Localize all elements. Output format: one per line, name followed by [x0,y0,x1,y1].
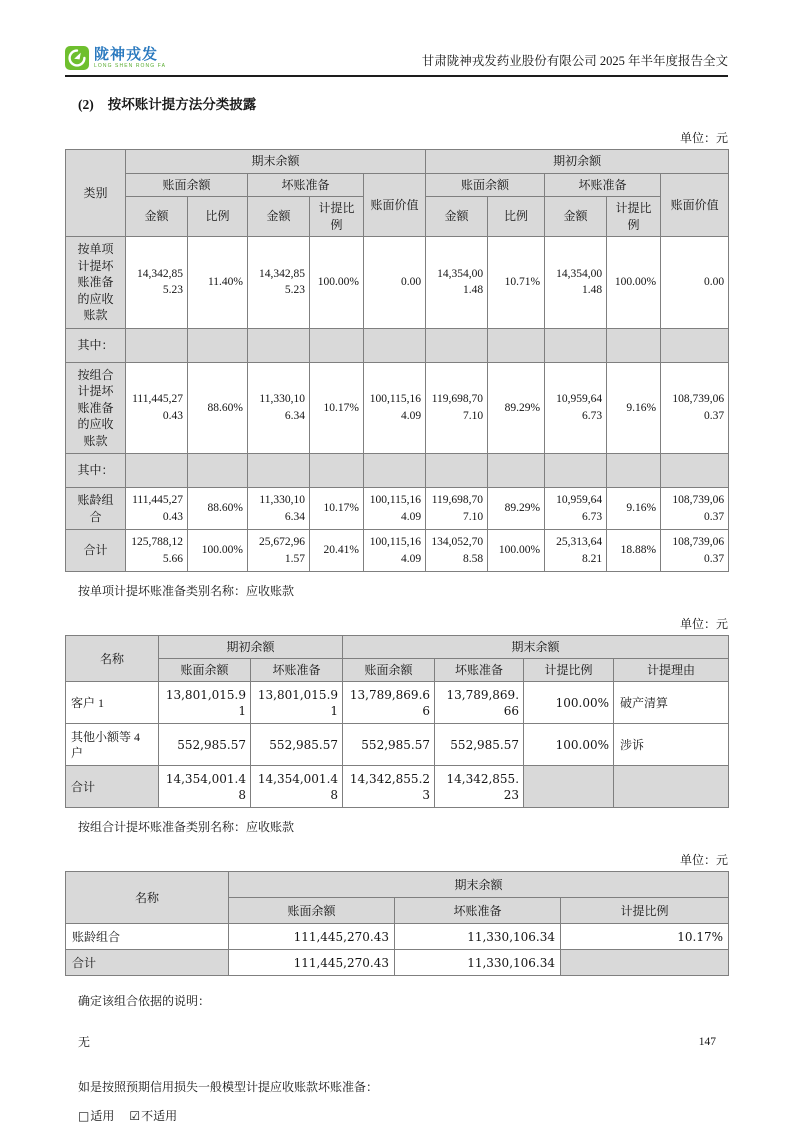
column-header: 名称 [66,636,159,682]
cell: 552,985.57 [159,724,251,766]
row-label: 账龄组合 [66,924,229,950]
cell [488,454,545,488]
cell: 涉诉 [614,724,729,766]
cell [364,328,426,362]
cell: 119,698,707.10 [426,488,488,530]
combo-basis-label: 确定该组合依据的说明： [78,994,211,1008]
column-header: 期末余额 [229,872,729,898]
logo-name-cn: 陇神戎发 [94,46,159,63]
column-header: 坏账准备 [248,173,364,197]
column-header: 坏账准备 [545,173,661,197]
cell [607,328,661,362]
cell: 552,985.57 [251,724,343,766]
cell: 111,445,270.43 [126,362,188,454]
company-logo [65,46,166,70]
column-header: 计提比例 [607,197,661,237]
single-provision-detail-table [65,635,729,808]
column-header: 期初余额 [159,636,343,659]
option-applicable [78,1109,114,1122]
row-label: 按单项计提坏账准备的应收账款 [66,237,126,329]
column-header: 账面价值 [364,173,426,237]
cell: 9.16% [607,362,661,454]
cell [126,328,188,362]
cell [607,454,661,488]
cell: 100,115,164.09 [364,530,426,572]
cell: 11.40% [188,237,248,329]
cell: 100.00% [488,530,545,572]
unit-label: 单位：元 [679,131,728,145]
cell: 552,985.57 [435,724,524,766]
column-header: 账面余额 [159,659,251,682]
cell: 20.41% [310,530,364,572]
cell: 14,342,855.23 [435,766,524,808]
cell [661,454,729,488]
option-not-applicable [129,1109,177,1122]
cell: 100.00% [524,724,614,766]
table-row [66,924,729,950]
cell [488,328,545,362]
unit-label: 单位：元 [679,853,728,867]
cell: 10.17% [310,362,364,454]
column-header: 金额 [126,197,188,237]
cell: 13,789,869.66 [435,682,524,724]
column-header: 计提比例 [524,659,614,682]
page-header [65,46,728,77]
section-number: (2) [78,97,94,112]
cell: 11,330,106.34 [248,488,310,530]
cell: 0.00 [364,237,426,329]
row-label: 其中： [66,454,126,488]
cell: 100,115,164.09 [364,488,426,530]
column-header: 计提理由 [614,659,729,682]
cell: 14,354,001.48 [251,766,343,808]
cell: 108,739,060.37 [661,530,729,572]
table-row [66,328,729,362]
cell [188,454,248,488]
cell [248,328,310,362]
cell [524,766,614,808]
column-header: 账面余额 [343,659,435,682]
column-header: 坏账准备 [251,659,343,682]
row-label: 客户 1 [66,682,159,724]
cell [545,328,607,362]
column-header: 金额 [426,197,488,237]
combo-basis-value: 无 [78,1035,91,1049]
bad-debt-by-method-table [65,149,729,572]
cell: 13,789,869.66 [343,682,435,724]
cell: 14,354,001.48 [545,237,607,329]
column-header: 账面余额 [229,898,395,924]
cell: 0.00 [661,237,729,329]
cell: 13,801,015.91 [251,682,343,724]
cell [310,454,364,488]
logo-name-en: LONG SHEN RONG FA [94,63,167,69]
cell: 100.00% [188,530,248,572]
cell: 108,739,060.37 [661,488,729,530]
row-label: 合计 [66,530,126,572]
table-header-row [66,659,729,682]
cell: 100.00% [524,682,614,724]
table-row [66,724,729,766]
column-header: 坏账准备 [435,659,524,682]
cell: 10.17% [310,488,364,530]
ecl-model-line: 如是按照预期信用损失一般模型计提应收账款坏账准备： [78,1080,379,1094]
cell: 10,959,646.73 [545,362,607,454]
row-label: 其中： [66,328,126,362]
row-label: 账龄组合 [66,488,126,530]
cell: 11,330,106.34 [395,924,561,950]
column-header: 计提比例 [310,197,364,237]
checkbox-unchecked-icon: □ [78,1109,90,1122]
cell: 13,801,015.91 [159,682,251,724]
table-row [66,237,729,329]
column-header: 金额 [545,197,607,237]
row-label: 其他小额等 4 户 [66,724,159,766]
column-header: 账面余额 [126,173,248,197]
column-header: 金额 [248,197,310,237]
column-header: 名称 [66,872,229,924]
note-combo-provision: 按组合计提坏账准备类别名称：应收账款 [78,820,295,834]
column-header: 账面余额 [426,173,545,197]
table-total-row [66,530,729,572]
table-header-row [66,150,729,174]
cell: 111,445,270.43 [229,924,395,950]
cell [248,454,310,488]
column-header: 比例 [488,197,545,237]
column-header: 计提比例 [561,898,729,924]
cell: 89.29% [488,362,545,454]
checkbox-checked-icon: ☑ [129,1109,141,1122]
cell: 18.88% [607,530,661,572]
cell: 9.16% [607,488,661,530]
column-header: 期末余额 [126,150,426,174]
cell: 125,788,125.66 [126,530,188,572]
cell: 88.60% [188,362,248,454]
cell: 100.00% [607,237,661,329]
cell: 89.29% [488,488,545,530]
cell [188,328,248,362]
combo-provision-detail-table [65,871,729,976]
cell: 14,354,001.48 [159,766,251,808]
column-header: 期末余额 [343,636,729,659]
cell: 119,698,707.10 [426,362,488,454]
cell: 25,672,961.57 [248,530,310,572]
cell [364,454,426,488]
table-header-row [66,173,729,197]
applicability-options [78,1107,728,1122]
row-label: 合计 [66,950,229,976]
row-label: 合计 [66,766,159,808]
cell [426,328,488,362]
cell: 14,342,855.23 [343,766,435,808]
cell: 108,739,060.37 [661,362,729,454]
cell: 11,330,106.34 [248,362,310,454]
cell: 10.71% [488,237,545,329]
option-not-applicable-label: 不适用 [141,1109,178,1122]
section-title: 按坏账计提方法分类披露 [107,97,257,112]
cell: 100,115,164.09 [364,362,426,454]
cell: 111,445,270.43 [126,488,188,530]
cell: 破产清算 [614,682,729,724]
option-applicable-label: 适用 [90,1109,115,1122]
table-row [66,682,729,724]
column-header: 坏账准备 [395,898,561,924]
cell [545,454,607,488]
cell [310,328,364,362]
table-row [66,454,729,488]
column-header: 比例 [188,197,248,237]
cell: 11,330,106.34 [395,950,561,976]
cell: 14,342,855.23 [126,237,188,329]
page-number: 147 [698,1036,716,1048]
cell: 14,342,855.23 [248,237,310,329]
cell: 25,313,648.21 [545,530,607,572]
note-single-provision: 按单项计提坏账准备类别名称：应收账款 [78,584,295,598]
cell: 88.60% [188,488,248,530]
row-label: 按组合计提坏账准备的应收账款 [66,362,126,454]
table-total-row [66,766,729,808]
table-header-row [66,872,729,898]
cell [561,950,729,976]
cell [126,454,188,488]
cell [426,454,488,488]
cell [614,766,729,808]
table-row [66,488,729,530]
cell: 552,985.57 [343,724,435,766]
table-total-row [66,950,729,976]
cell: 111,445,270.43 [229,950,395,976]
document-title: 甘肃陇神戎发药业股份有限公司 2025 年半年度报告全文 [421,54,728,68]
section-heading [78,93,728,113]
cell: 134,052,708.58 [426,530,488,572]
logo-icon [65,46,89,70]
cell: 10,959,646.73 [545,488,607,530]
column-header: 账面价值 [661,173,729,237]
logo-text [94,47,166,69]
cell [661,328,729,362]
column-header: 期初余额 [426,150,729,174]
cell: 14,354,001.48 [426,237,488,329]
column-header: 类别 [66,150,126,237]
cell: 10.17% [561,924,729,950]
unit-label: 单位：元 [679,617,728,631]
table-row [66,362,729,454]
table-header-row [66,636,729,659]
cell: 100.00% [310,237,364,329]
